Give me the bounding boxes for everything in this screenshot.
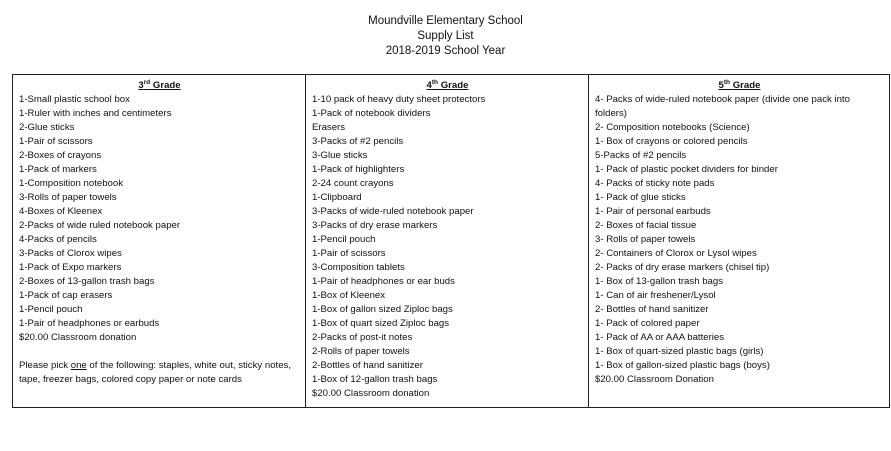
- grade-5-column: [589, 75, 890, 408]
- list-item: 1-Small plastic school box: [19, 94, 130, 105]
- list-item: 1-Ruler with inches and centimeters: [19, 108, 172, 119]
- list-item: 3-Glue sticks: [312, 150, 368, 161]
- list-item: 3-Composition tablets: [312, 262, 405, 273]
- list-item: 1-Clipboard: [312, 192, 362, 203]
- grade-3-list: [19, 93, 300, 345]
- list-item: 1-Pair of scissors: [19, 136, 93, 147]
- list-item: Erasers: [312, 122, 346, 133]
- list-item: 1- Box of gallon-sized plastic bags (boys): [595, 360, 770, 371]
- list-item: 1- Box of quart-sized plastic bags (girls): [595, 346, 764, 357]
- list-item: 1- Pack of plastic pocket dividers for binder: [595, 164, 778, 175]
- list-item: 2-24 count crayons: [312, 178, 394, 189]
- list-item: 2- Packs of dry erase markers (chisel tip): [595, 262, 770, 273]
- list-item: 2- Bottles of hand sanitizer: [595, 304, 709, 315]
- list-item: 1-Box of gallon sized Ziploc bags: [312, 304, 453, 315]
- list-item: 1-Pack of highlighters: [312, 164, 405, 175]
- document-header: [0, 14, 891, 59]
- grade-5-ordinal: th: [723, 78, 731, 86]
- school-name: Moundville Elementary School: [368, 15, 523, 27]
- list-item: 1-Pack of cap erasers: [19, 290, 113, 301]
- note-emphasis: one: [70, 360, 87, 371]
- list-item: 1-Pack of Expo markers: [19, 262, 122, 273]
- list-item: 4- Packs of sticky note pads: [595, 178, 715, 189]
- list-item: 3-Rolls of paper towels: [19, 192, 117, 203]
- list-item: 2-Packs of wide ruled notebook paper: [19, 220, 181, 231]
- list-item: 1-Pencil pouch: [19, 304, 83, 315]
- list-item: 2-Bottles of hand sanitizer: [312, 360, 423, 371]
- list-item: 2-Rolls of paper towels: [312, 346, 410, 357]
- grade-3-column: [13, 75, 306, 408]
- grade-5-heading: [595, 79, 884, 93]
- list-item: 4-Boxes of Kleenex: [19, 206, 103, 217]
- grade-3-heading: [19, 79, 300, 93]
- list-item: 3-Packs of #2 pencils: [312, 136, 404, 147]
- list-item: 1- Pack of colored paper: [595, 318, 700, 329]
- list-item: 5-Packs of #2 pencils: [595, 150, 687, 161]
- list-item: 1-Pair of headphones or earbuds: [19, 318, 160, 329]
- list-item: 2-Boxes of 13-gallon trash bags: [19, 276, 155, 287]
- list-item: 3- Rolls of paper towels: [595, 234, 696, 245]
- list-item: 1-Pack of markers: [19, 164, 97, 175]
- grade-3-choice-note: [19, 359, 300, 387]
- list-item: 1-Composition notebook: [19, 178, 123, 189]
- list-item: 1- Pack of glue sticks: [595, 192, 686, 203]
- list-item: 1- Box of 13-gallon trash bags: [595, 276, 723, 287]
- supply-table: [12, 74, 890, 408]
- list-item: $20.00 Classroom donation: [19, 332, 137, 343]
- list-item: 1-Pencil pouch: [312, 234, 376, 245]
- list-item: 1-10 pack of heavy duty sheet protectors: [312, 94, 486, 105]
- list-item: 3-Packs of dry erase markers: [312, 220, 438, 231]
- list-item: 1-Box of 12-gallon trash bags: [312, 374, 438, 385]
- list-item: 1-Box of Kleenex: [312, 290, 386, 301]
- list-item: $20.00 Classroom Donation: [595, 374, 714, 385]
- list-item: 3-Packs of Clorox wipes: [19, 248, 122, 259]
- note-text: Please pick: [19, 360, 71, 371]
- note-text: of the following: staples, white out, sticky notes, tape, freezer bags, colored copy paper or note cards: [19, 360, 291, 385]
- grade-4-column: [306, 75, 589, 408]
- list-item: 2- Composition notebooks (Science): [595, 122, 750, 133]
- list-item: 1- Pair of personal earbuds: [595, 206, 711, 217]
- grade-4-list: [312, 93, 583, 401]
- grade-4-number: 4: [426, 80, 432, 91]
- list-item: 1- Box of crayons or colored pencils: [595, 136, 748, 147]
- list-item: 1-Box of quart sized Ziploc bags: [312, 318, 450, 329]
- list-item: 2-Glue sticks: [19, 122, 75, 133]
- document-title: Supply List: [417, 30, 474, 42]
- grade-5-list: [595, 93, 884, 387]
- grade-3-number: 3: [138, 80, 144, 91]
- grade-5-label: Grade: [730, 80, 761, 91]
- list-item: 1-Pack of notebook dividers: [312, 108, 431, 119]
- list-item: $20.00 Classroom donation: [312, 388, 430, 399]
- list-item: 2-Boxes of crayons: [19, 150, 102, 161]
- grade-3-ordinal: rd: [143, 78, 151, 86]
- grade-5-number: 5: [718, 80, 724, 91]
- grade-4-heading: [312, 79, 583, 93]
- grade-4-label: Grade: [438, 80, 469, 91]
- list-item: 4- Packs of wide-ruled notebook paper (divide one pack into folders): [595, 94, 850, 119]
- list-item: 2- Containers of Clorox or Lysol wipes: [595, 248, 757, 259]
- list-item: 1- Can of air freshener/Lysol: [595, 290, 716, 301]
- list-item: 4-Packs of pencils: [19, 234, 97, 245]
- list-item: 2-Packs of post-it notes: [312, 332, 413, 343]
- grade-3-label: Grade: [150, 80, 181, 91]
- list-item: 1-Pair of headphones or ear buds: [312, 276, 455, 287]
- supply-table-row: [13, 75, 890, 408]
- list-item: 3-Packs of wide-ruled notebook paper: [312, 206, 474, 217]
- list-item: 2- Boxes of facial tissue: [595, 220, 697, 231]
- grade-4-ordinal: th: [431, 78, 439, 86]
- list-item: 1- Pack of AA or AAA batteries: [595, 332, 725, 343]
- school-year: 2018-2019 School Year: [385, 45, 506, 57]
- list-item: 1-Pair of scissors: [312, 248, 386, 259]
